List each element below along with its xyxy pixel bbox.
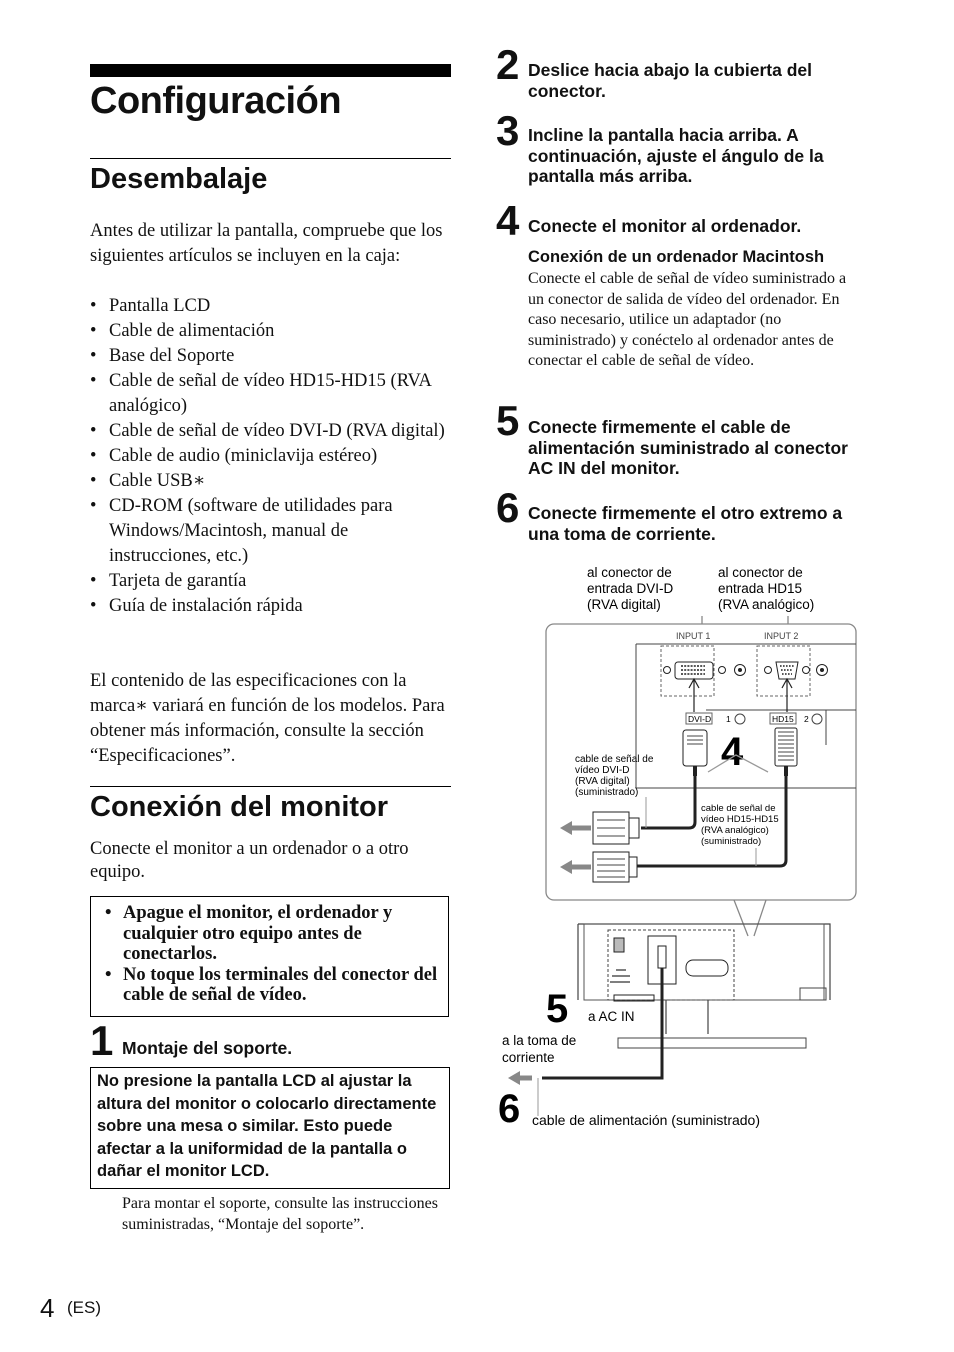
page-title: Configuración [90,80,342,122]
hd15-tag: HD15 [772,714,794,724]
dvi-plug [683,730,707,766]
input-two-tag: 2 [804,714,809,724]
section-rule [90,786,451,787]
input2-label: INPUT 2 [764,631,799,641]
dvi-tag: DVI-D [688,714,712,724]
list-item: • CD-ROM (software de utilidades para Windows/Macintosh, manual de instrucciones, etc.) [90,494,452,569]
list-item: • Pantalla LCD [90,294,452,319]
step-number: 3 [496,107,520,154]
list-item: • Guía de instalación rápida [90,594,452,619]
page-number: 4 [40,1293,55,1323]
step-title: Incline la pantalla hacia arriba. A continuación, ajuste el ángulo de la pantalla más arriba. [528,125,824,186]
hd15-cable-label: (RVA analógico) [701,825,769,836]
warning-box [90,896,449,1017]
warning-item: • No toque los terminales del conector del cable de señal de vídeo. [105,965,438,1006]
step-title: Conecte firmemente el otro extremo a una toma de corriente. [528,503,843,544]
connection-intro: Conecte el monitor a un ordenador o a otro equipo. [90,839,409,882]
step-number: 2 [496,41,520,88]
step-title: Conecte el monitor al ordenador. [528,216,802,236]
dvi-target-label: (RVA digital) [587,597,661,612]
unpacking-intro: Antes de utilizar la pantalla, compruebe que los siguientes artículos se incluyen en la caja: [90,221,443,266]
step-number: 4 [496,197,520,244]
step-4-marker: 4 [721,730,744,774]
step-title: Montaje del soporte. [122,1038,293,1058]
step4-subheading: Conexión de un ordenador Macintosh [528,248,825,266]
handle-slot [686,960,728,976]
dvi-cable-label: cable de señal de [575,754,654,765]
outlet-label: corriente [502,1050,555,1065]
step-number: 5 [496,397,520,444]
power-cable-label: cable de alimentación (suministrado) [532,1112,760,1128]
stand-base [618,1038,806,1048]
caution-box: No presione la pantalla LCD al ajustar la altura del monitor o colocarlo directamente sobre una mesa o similar. Esto puede afectar a la uniformidad de la pantalla o dañar el monitor LCD. [90,1067,450,1189]
dvi-cable-label: vídeo DVI-D [575,765,630,776]
list-item: • Tarjeta de garantía [90,569,452,594]
input-one-tag: 1 [726,714,731,724]
dvi-cable-label: (suministrado) [575,787,639,798]
hd15-target-label: al conector de [718,565,803,580]
spec-footnote: El contenido de las especificaciones con la marca∗ variará en función de los modelos. Para obtener más información, consulte la sección “Especificaciones”. [90,671,445,766]
stand-neck [666,1000,708,1034]
step-number: 6 [496,484,520,531]
dvi-target-label: al conector de [587,565,672,580]
connector-cover-area [608,930,734,1000]
item-list [90,294,452,619]
connection-heading: Conexión del monitor [90,791,389,823]
step-5-marker: 5 [546,987,569,1031]
section-rule [90,158,451,159]
list-item: • Cable de señal de vídeo HD15-HD15 (RVA analógico) [90,369,452,419]
step-title: Conecte firmemente el cable de alimentación suministrado al conector AC IN del monitor. [528,417,848,478]
unpacking-heading: Desembalaje [90,163,268,195]
outlet-label: a la toma de [502,1033,577,1048]
list-item: • Cable de audio (miniclavija estéreo) [90,444,452,469]
warning-item: • Apague el monitor, el ordenador y cualquier otro equipo antes de conectarlos. [105,903,438,965]
list-item: • Cable de señal de vídeo DVI-D (RVA digital) [90,419,452,444]
hd15-cable-label: (suministrado) [701,836,762,847]
hd15-cable-label: cable de señal de [701,803,776,814]
monitor-rear [578,924,830,1000]
page-lang: (ES) [67,1298,101,1317]
input1-label: INPUT 1 [676,631,711,641]
step-6-marker: 6 [498,1087,521,1131]
list-item: • Base del Soporte [90,344,452,369]
dvi-target-label: entrada DVI-D [587,581,674,596]
step-number: 1 [90,1017,114,1064]
hd15-target-label: (RVA analógico) [718,597,815,612]
dvi-cable-label: (RVA digital) [575,776,630,787]
step-text: Para montar el soporte, consulte las instrucciones suministradas, “Montaje del soporte”. [122,1195,438,1233]
hd15-target-label: entrada HD15 [718,581,803,596]
hd15-cable-label: vídeo HD15-HD15 [701,814,779,825]
step-title: Deslice hacia abajo la cubierta del conector. [528,60,813,101]
list-item: • Cable USB∗ [90,469,452,494]
power-plug [658,946,666,968]
step4-text: Conecte el cable de señal de vídeo suministrado a un conector de salida de vídeo del ordenador. En caso necesario, utilice un adaptador (no suministrado) y conéctelo al ordenador antes de conectar el cable de señal de vídeo. [528,270,847,369]
ac-in-label: a AC IN [588,1009,635,1024]
connection-diagram [496,560,876,1140]
list-item: • Cable de alimentación [90,319,452,344]
title-rule [90,64,451,77]
